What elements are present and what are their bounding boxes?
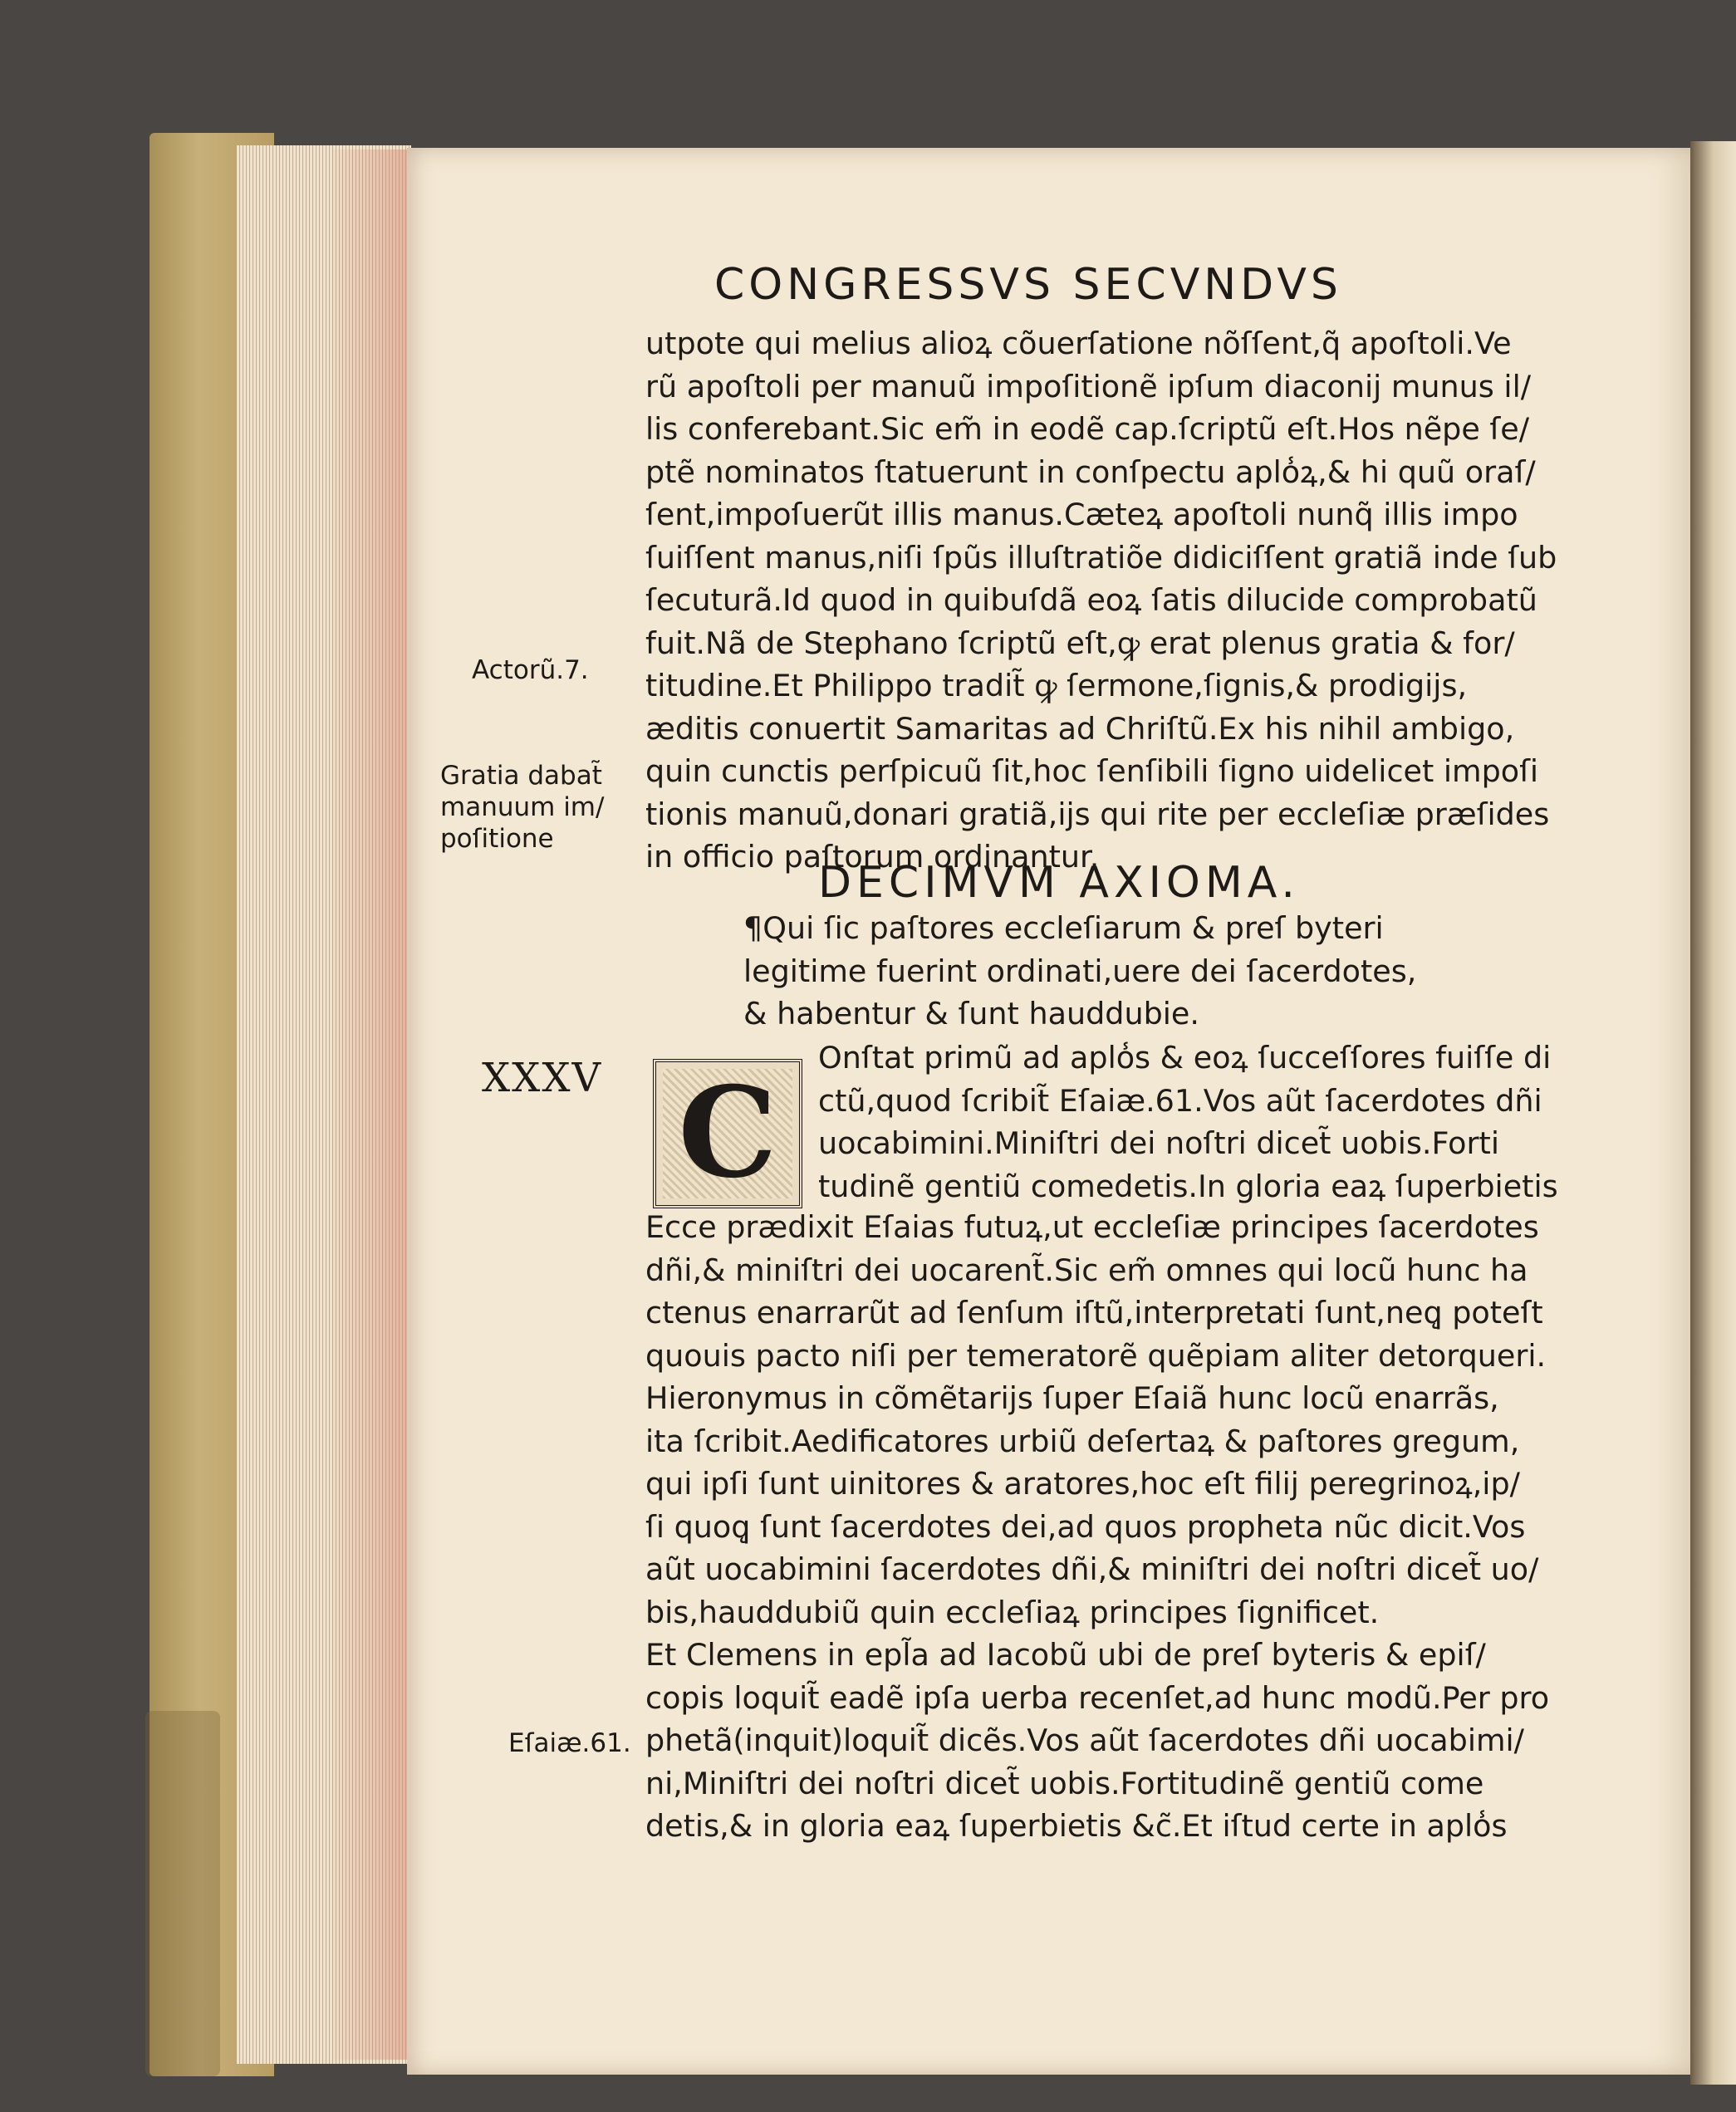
text-line: Ecce prædixit Eſaias futuꝝ,ut eccleſiæ principes ſacerdotes (645, 1209, 1539, 1245)
text-line: tudinẽ gentiũ comedetis.In gloria eaꝝ ſuperbietis (818, 1168, 1558, 1204)
text-line: Onſtat primũ ad aplo̾s & eoꝝ ſucceſſores fuiſſe di (818, 1040, 1552, 1076)
axiom-text (743, 907, 1416, 1036)
text-line: bis,hauddubiũ quin eccleſiaꝝ principes ſignificet. (645, 1594, 1380, 1630)
margin-note-gratia (440, 760, 604, 855)
text-line: utpote qui melius alioꝝ cõuerſatione nõſſent,q̃ apoſtoli.Ve (645, 326, 1512, 361)
text-line: qui ipſi ſunt uinitores & aratores,hoc eſt filĳ peregrinoꝝ,ip/ (645, 1466, 1520, 1502)
text-line: quin cunctis perſpicuũ ſit,hoc ſenſibili ſigno uidelicet impoſi (645, 753, 1539, 789)
initial-paragraph-text (818, 1036, 1558, 1208)
text-line: quouis pacto niſi per temeratorẽ quẽpiam aliter detorqueri. (645, 1337, 1547, 1374)
text-line: ptẽ nominatos ſtatuerunt in conſpectu aplo̾ꝝ,& hi quũ oraſ/ (645, 453, 1536, 490)
page-edges-red-tint (332, 149, 411, 2060)
text-line: ſecuturã.Id quod in quibuſdã eoꝝ ſatis dilucide comprobatũ (645, 582, 1537, 618)
text-line: phetã(inquit)loquit̃ dicẽs.Vos aũt ſacerdotes dñi uocabimi/ (645, 1722, 1524, 1758)
text-line: titudine.Et Philippo tradit̃ ꝙ ſermone,ſignis,& prodigĳs, (645, 668, 1468, 703)
text-line: lis conferebant.Sic em̃ in eodẽ cap.ſcriptũ eſt.Hos nẽpe ſe/ (645, 411, 1529, 447)
margin-note-actorum: Actorũ.7. (472, 655, 589, 685)
text-line: copis loquit̃ eadẽ ipſa uerba recenſet,ad hunc modũ.Per pro (645, 1679, 1550, 1716)
text-line: ctenus enarrarũt ad ſenſum iſtũ,interpretati ſunt,neq̨ poteſt (645, 1295, 1543, 1330)
text-line: uocabimini.Miniſtri dei noſtri dicet̃ uobis.Forti (818, 1125, 1499, 1161)
margin-line: manuum im/ (440, 792, 605, 822)
text-line: Et Clemens in epl̃a ad Iacobũ ubi de preſ byteris & epiſ/ (645, 1637, 1486, 1673)
margin-line: poſitione (440, 824, 554, 854)
cover-stain (145, 1711, 220, 2076)
text-line: æditis conuertit Samaritas ad Chriſtũ.Ex his nihil ambigo, (645, 710, 1515, 747)
axiom-title: DECIMVM AXIOMA. (818, 858, 1300, 908)
axiom-line: legitime fuerint ordinati,uere dei ſacerdotes, (743, 953, 1417, 989)
text-line: ſi quoq̨ ſunt ſacerdotes dei,ad quos propheta nũc dicit.Vos (645, 1508, 1526, 1545)
text-line: fuit.Nã de Stephano ſcriptũ eſt,ꝙ erat plenus gratia & for/ (645, 625, 1515, 661)
margin-line: Gratia dabat̃ (440, 761, 602, 791)
text-line: dñi,& miniſtri dei uocarent̃.Sic em̃ omnes qui locũ hunc ha (645, 1252, 1528, 1288)
body-text-top (645, 322, 1557, 879)
running-head: CONGRESSVS SECVNDVS (714, 260, 1342, 310)
chapter-number: XXXV (482, 1055, 603, 1101)
axiom-line: & habentur & ſunt hauddubie. (743, 996, 1199, 1031)
decorated-initial (653, 1059, 802, 1208)
text-line: detis,& in gloria eaꝝ ſuperbietis &c̃.Et iſtud certe in aplo̾s (645, 1808, 1508, 1844)
text-line: in officio paſtorum ordinantur. (645, 839, 1100, 875)
initial-letter: C (678, 1060, 777, 1206)
text-line: tionis manuũ,donari gratiã,ĳs qui rite per eccleſiæ præſides (645, 796, 1550, 832)
text-line: ni,Miniſtri dei noſtri dicet̃ uobis.Fortitudinẽ gentiũ come (645, 1765, 1484, 1801)
text-line: ſent,impoſuerũt illis manus.Cæteꝝ apoſtoli nunq̃ illis impo (645, 497, 1518, 532)
text-line: aũt uocabimini ſacerdotes dñi,& miniſtri dei noſtri dicet̃ uo/ (645, 1551, 1539, 1587)
margin-note-esaiae: Eſaiæ.61. (508, 1728, 631, 1758)
text-line: rũ apoſtoli per manuũ impoſitionẽ ipſum diaconĳ munus il/ (645, 368, 1532, 404)
text-line: ſuiſſent manus,niſi ſpũs illuſtratiõe didiciſſent gratiã inde ſub (645, 539, 1557, 576)
text-line: Hieronymus in cõmẽtarĳs ſuper Eſaiã hunc locũ enarrãs, (645, 1380, 1499, 1416)
facing-page-edge (1690, 141, 1736, 2085)
axiom-line: ¶Qui ſic paſtores eccleſiarum & preſ byteri (743, 910, 1384, 946)
text-line: ita ſcribit.Aedificatores urbiũ deſertaꝝ & paſtores gregum, (645, 1423, 1520, 1459)
text-line: ctũ,quod ſcribit̃ Eſaiæ.61.Vos aũt ſacerdotes dñi (818, 1082, 1542, 1119)
body-text-bottom (645, 1206, 1549, 1848)
